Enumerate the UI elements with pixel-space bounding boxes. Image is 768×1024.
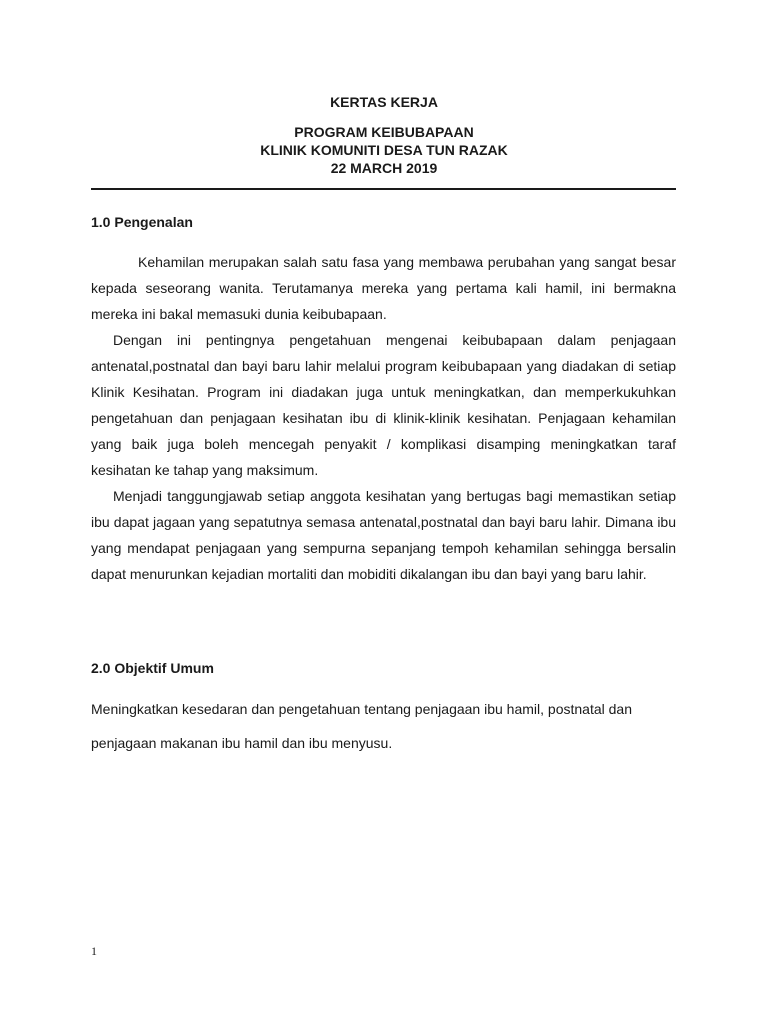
section-body-pengenalan	[91, 249, 676, 587]
header-divider	[91, 188, 676, 190]
section-heading-objektif-umum: 2.0 Objektif Umum	[91, 660, 214, 676]
section-body-objektif-umum	[91, 692, 691, 760]
section-heading-pengenalan: 1.0 Pengenalan	[91, 214, 193, 230]
document-date: 22 MARCH 2019	[330, 160, 438, 176]
paragraph: Kehamilan merupakan salah satu fasa yang membawa perubahan yang sangat besar kepada seseorang wanita. Terutamanya mereka yang pertama kali hamil, ini bermakna mereka ini bakal memasuki dunia keibubapaan.	[91, 254, 676, 322]
document-subtitle-block	[0, 123, 768, 177]
paragraph: Dengan ini pentingnya pengetahuan mengenai keibubapaan dalam penjagaan antenatal,postnatal dan bayi baru lahir melalui program keibubapaan yang diadakan di setiap Klinik Kesihatan. Program ini diadakan juga untuk meningkatkan, dan memperkukuhkan pengetahuan dan penjagaan kesihatan ibu di klinik-klinik kesihatan. Penjagaan kehamilan yang baik juga boleh mencegah penyakit / komplikasi disamping meningkatkan taraf kesihatan ke tahap yang maksimum.	[91, 332, 676, 478]
program-name: PROGRAM KEIBUBAPAAN	[294, 124, 474, 140]
paragraph: Meningkatkan kesedaran dan pengetahuan tentang penjagaan ibu hamil, postnatal dan penjagaan makanan ibu hamil dan ibu menyusu.	[91, 701, 632, 751]
document-title: KERTAS KERJA	[330, 94, 438, 110]
page-number: 1	[91, 944, 97, 958]
clinic-name: KLINIK KOMUNITI DESA TUN RAZAK	[260, 142, 508, 158]
paragraph: Menjadi tanggungjawab setiap anggota kesihatan yang bertugas bagi memastikan setiap ibu dapat jagaan yang sepatutnya semasa antenatal,postnatal dan bayi baru lahir. Dimana ibu yang mendapat penjagaan yang sempurna sepanjang tempoh kehamilan sehingga bersalin dapat menurunkan kejadian mortaliti dan mobiditi dikalangan ibu dan bayi yang baru lahir.	[91, 488, 676, 582]
